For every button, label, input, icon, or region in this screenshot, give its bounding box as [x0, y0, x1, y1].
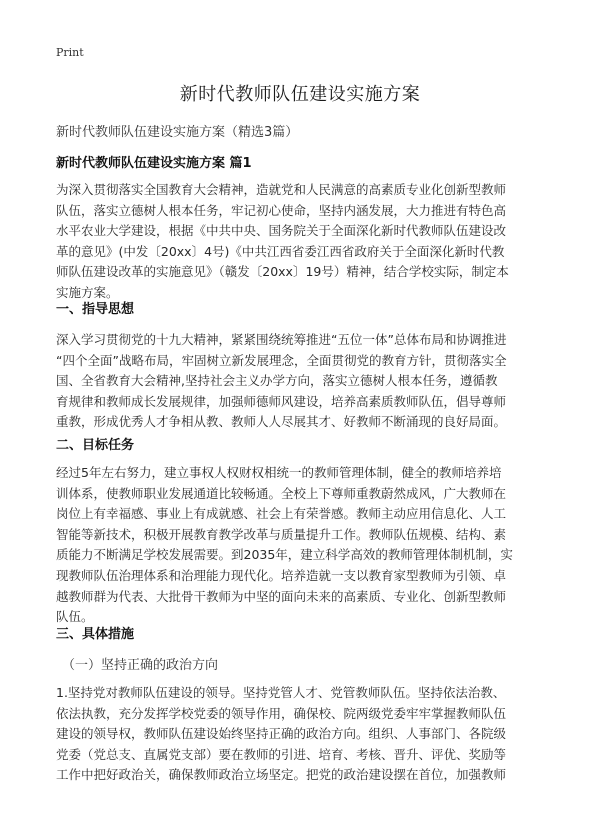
paragraph-line: 建设的领导权，教师队伍建设始终坚持正确的政治方向。组织、人事部门、各院级: [56, 726, 507, 742]
paragraph-line: 训体系，使教师职业发展通道比较畅通。全校上下尊师重教蔚然成风，广大教师在: [56, 485, 507, 501]
paragraph-line: 育规律和教师成长发展规律，加强师德师风建设，培养高素质教师队伍，倡导尊师: [56, 393, 507, 409]
paragraph-line: 越教师群为代表、大批骨干教师为中坚的面向未来的高素质、专业化、创新型教师: [56, 588, 507, 604]
paragraph-line: 1.坚持党对教师队伍建设的领导。坚持党管人才、党管教师队伍。坚持依法治教、: [56, 685, 506, 700]
paragraph-line: 师队伍建设改革的实施意见》（赣发〔20xx〕19号）精神，结合学校实际，制定本: [56, 264, 509, 280]
paragraph-line: 现教师队伍治理体系和治理能力现代化。培养造就一支以教育家型教师为引领、卓: [56, 567, 507, 583]
section-title: 新时代教师队伍建设实施方案 篇1: [56, 156, 252, 171]
paragraph-line: “四个全面”战略布局，牢固树立新发展理念，全面贯彻党的教育方针，贯彻落实全: [56, 352, 507, 368]
paragraph-line: 队伍。: [56, 609, 94, 625]
measures-paragraph: [56, 683, 546, 786]
paragraph-line: 智能等新技术，积极开展教育教学改革与质量提升工作。教师队伍规模、结构、素: [56, 526, 507, 542]
paragraph-line: 深入学习贯彻党的十九大精神，紧紧围绕统筹推进“五位一体”总体布局和协调推进: [56, 332, 507, 347]
paragraph-line: 工作中把好政治关，确保教师政治立场坚定。把党的政治建设摆在首位，加强教师: [56, 767, 507, 783]
goals-paragraph: [56, 463, 546, 628]
paragraph-line: 岗位上有幸福感、事业上有成就感、社会上有荣誉感。教师主动应用信息化、人工: [56, 506, 507, 522]
guiding-paragraph: [56, 330, 546, 433]
goals-heading: 二、目标任务: [56, 438, 135, 453]
paragraph-line: 水平农业大学建设，根据《中共中央、国务院关于全面深化新时代教师队伍建设改: [56, 223, 507, 239]
paragraph-line: 革的意见》(中发〔20xx〕4号)《中共江西省委江西省政府关于全面深化新时代教: [56, 243, 505, 259]
paragraph-line: 为深入贯彻落实全国教育大会精神，造就党和人民满意的高素质专业化创新型教师: [56, 182, 507, 197]
paragraph-line: 重教，形成优秀人才争相从教、教师人人尽展其才、好教师不断涌现的良好局面。: [56, 414, 507, 430]
document-subtitle: 新时代教师队伍建设实施方案（精选3篇）: [56, 125, 299, 140]
paragraph-line: 实施方案。: [56, 284, 119, 300]
guiding-heading: 一、指导思想: [56, 302, 135, 317]
page-title: 新时代教师队伍建设实施方案: [179, 84, 421, 105]
measures-heading: 三、具体措施: [56, 627, 135, 642]
paragraph-line: 国、全省教育大会精神,坚持社会主义办学方向，落实立德树人根本任务，遵循教: [56, 373, 498, 389]
paragraph-line: 经过5年左右努力，建立事权人权财权相统一的教师管理体制，健全的教师培养培: [56, 465, 502, 480]
paragraph-line: 依法执教，充分发挥学校党委的领导作用，确保校、院两级党委牢牢掌握教师队伍: [56, 705, 507, 721]
paragraph-line: 队伍，落实立德树人根本任务，牢记初心使命，坚持内涵发展，大力推进有特色高: [56, 202, 507, 218]
print-link[interactable]: Print: [56, 46, 84, 59]
paragraph-line: 党委（党总支、直属党支部）要在教师的引进、培育、考核、晋升、评优、奖励等: [56, 746, 507, 762]
intro-paragraph: [56, 180, 546, 304]
paragraph-line: 质能力不断满足学校发展需要。到2035年，建立科学高效的教师管理体制机制，实: [56, 547, 513, 563]
measures-subheading: （一）坚持正确的政治方向: [62, 658, 219, 673]
